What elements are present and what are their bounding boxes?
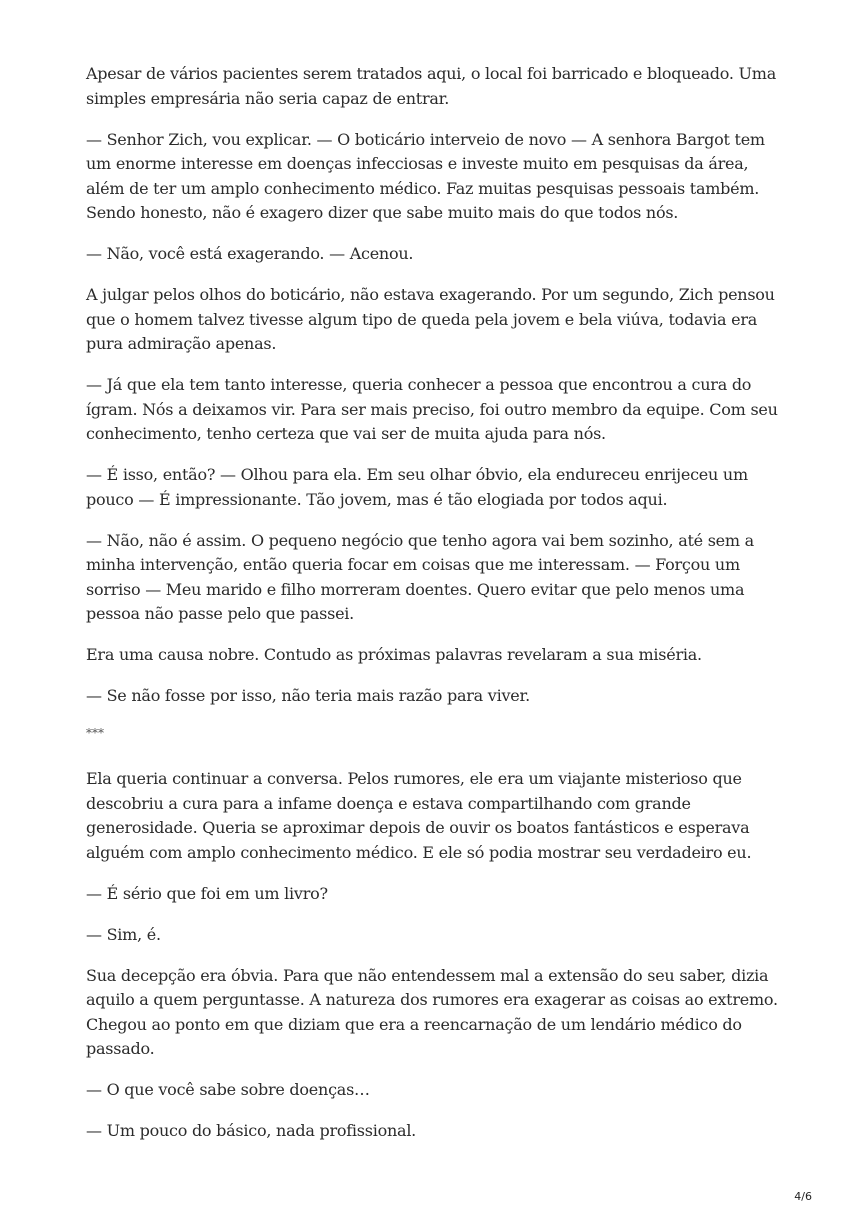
paragraph: — Não, não é assim. O pequeno negócio que tenho agora vai bem sozinho, até sem a minha intervenção, então queria focar em coisas que me interessam. — Forçou um sorriso — Meu marido e filho morreram doentes. Quero evitar que pelo menos uma pessoa não passe pelo que passei. [86,530,754,623]
paragraph: — É sério que foi em um livro? [86,883,328,903]
paragraph: — Senhor Zich, vou explicar. — O boticário interveio de novo — A senhora Bargot tem um enorme interesse em doenças infecciosas e investe muito em pesquisas da área, além de ter um amplo conhecimento médico. Faz muitas pesquisas pessoais também. Sendo honesto, não é exagero dizer que sabe muito mais do que todos nós. [86,129,765,222]
paragraph: — É isso, então? — Olhou para ela. Em seu olhar óbvio, ela endureceu enrijeceu um pouco — É impressionante. Tão jovem, mas é tão elogiada por todos aqui. [86,465,748,509]
paragraph: Era uma causa nobre. Contudo as próximas palavras revelaram a sua miséria. [86,645,702,664]
paragraph: Ela queria continuar a conversa. Pelos rumores, ele era um viajante misterioso que descobriu a cura para a infame doença e estava compartilhando com grande generosidade. Queria se aproximar depois de ouvir os boatos fantásticos e esperava alguém com amplo conhecimento médico. E ele só podia mostrar seu verdadeiro eu. [86,769,752,862]
paragraph: — Se não fosse por isso, não teria mais razão para viver. [86,686,530,705]
paragraph: — Um pouco do básico, nada profissional. [86,1121,417,1140]
paragraph: — Sim, é. [86,924,161,944]
paragraph: — Já que ela tem tanto interesse, queria conhecer a pessoa que encontrou a cura do ígram. Nós a deixamos vir. Para ser mais preciso, foi outro membro da equipe. Com seu conhecimento, tenho certeza que vai ser de muita ajuda para nós. [86,375,778,443]
page-number: 4/6 [794,1190,812,1203]
paragraph: A julgar pelos olhos do boticário, não estava exagerando. Por um segundo, Zich pensou que o homem talvez tivesse algum tipo de queda pela jovem e bela viúva, todavia era pura admiração apenas. [86,285,775,353]
paragraph: — Não, você está exagerando. — Acenou. [86,244,414,263]
paragraph: — O que você sabe sobre doenças… [86,1080,370,1099]
scene-separator: *** [86,726,104,740]
paragraph: Sua decepção era óbvia. Para que não entendessem mal a extensão do seu saber, dizia aquilo a quem perguntasse. A natureza dos rumores era exagerar as coisas ao extremo. Chegou ao ponto em que diziam que era a reencarnação de um lendário médico do passado. [86,965,778,1058]
paragraph: Apesar de vários pacientes serem tratados aqui, o local foi barricado e bloqueado. Uma simples empresária não seria capaz de entrar. [86,64,776,108]
document-body [86,62,786,1160]
